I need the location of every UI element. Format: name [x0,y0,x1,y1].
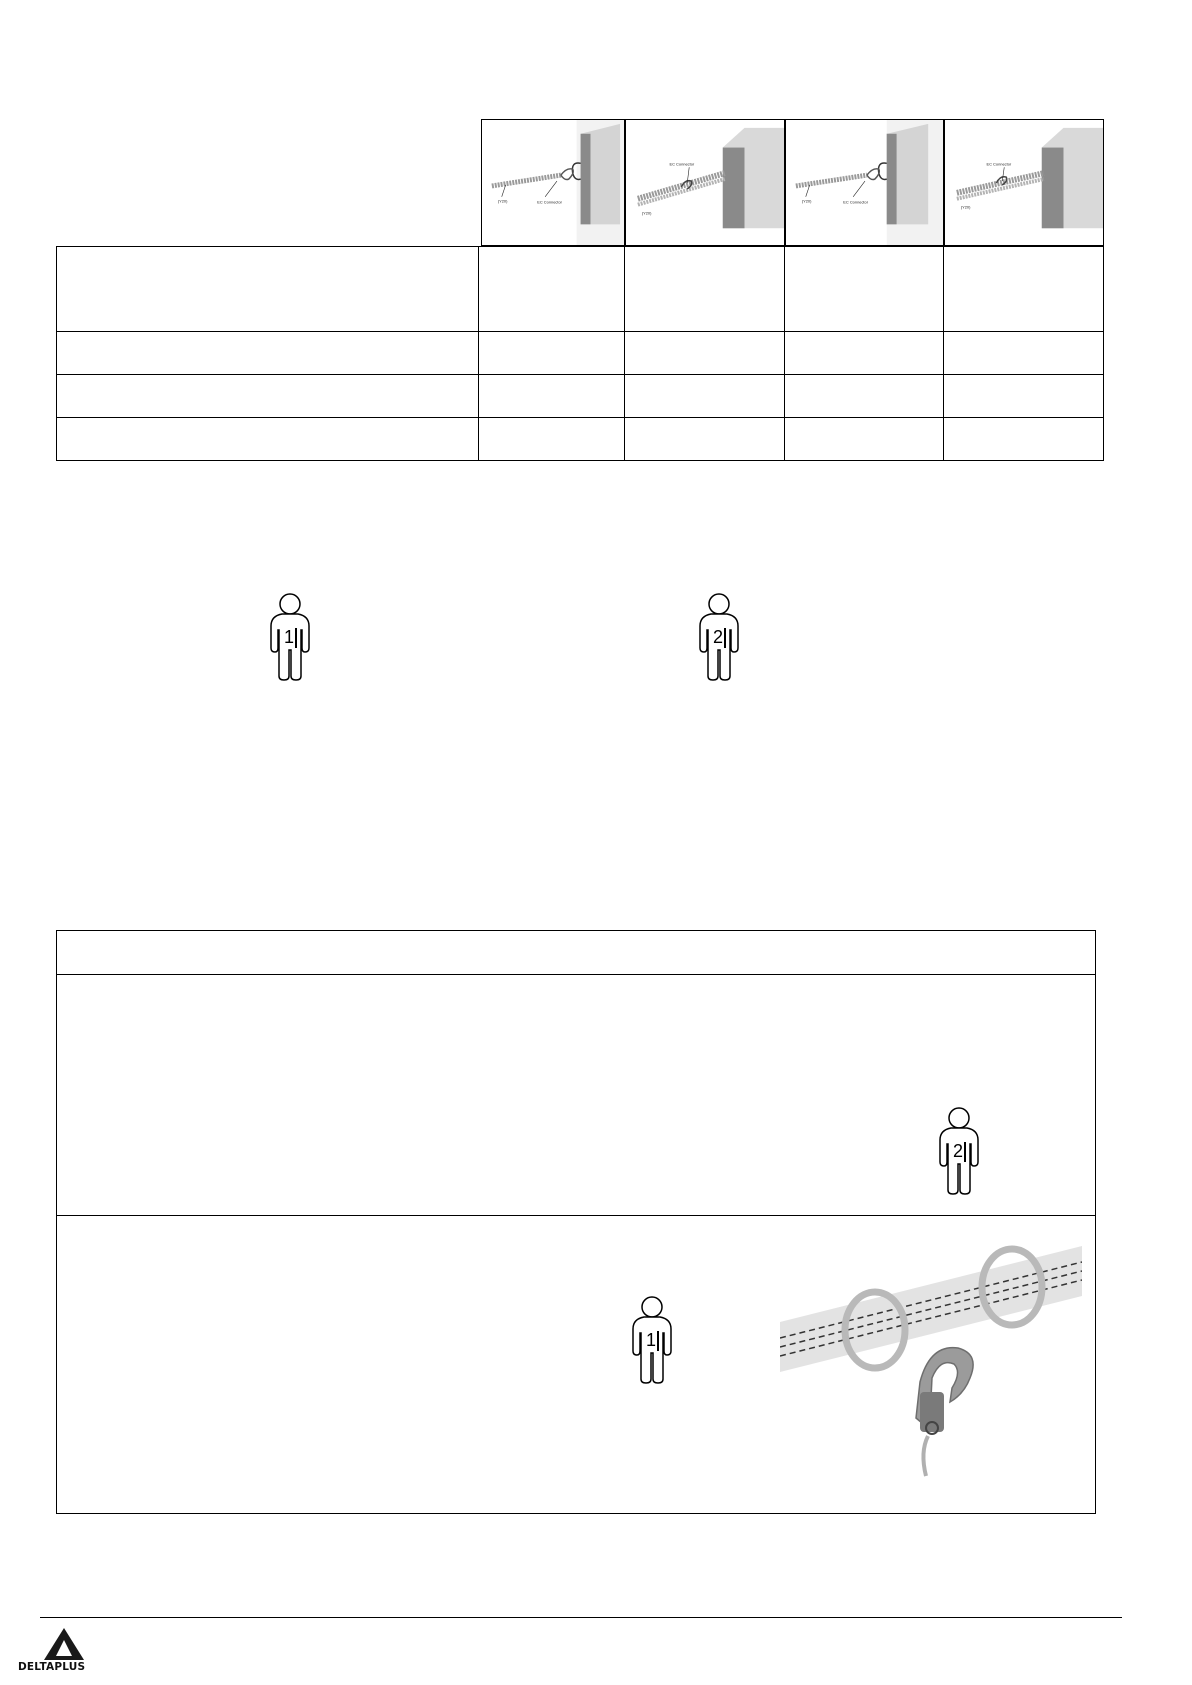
person-number: 2 [713,627,724,647]
table-cell [944,247,1104,332]
specification-table [56,246,1104,461]
strap-hook-illustration [780,1232,1082,1480]
image-1-label-b: EC Connector [537,199,562,205]
table-row [57,332,1104,375]
table-cell [785,418,944,461]
person-icon-1-box [627,1295,677,1385]
table-row [57,418,1104,461]
table-cell [785,247,944,332]
person-icon-1 [265,592,315,682]
person-number: 1 [646,1330,657,1350]
table-cell [625,418,785,461]
table-cell [478,332,625,375]
image-4-label-a: EC Connector [986,161,1012,167]
logo-text: DELTAPLUS [18,1661,86,1672]
image-1-label-a: (Y20) [497,198,508,204]
table-cell [625,375,785,418]
lanyard-wall-image-2 [625,119,785,246]
footer-rule [40,1617,1122,1618]
person-number: 2 [953,1141,964,1161]
lanyard-wall-image-4 [944,119,1104,246]
table-cell [625,247,785,332]
table-cell [478,375,625,418]
image-3-label-b: EC Connector [843,199,869,205]
deltaplus-logo [18,1626,112,1672]
table-cell [57,375,479,418]
image-3-label-a: (Y20) [801,198,812,204]
table-cell [944,375,1104,418]
table-cell [57,332,479,375]
box-header-row [56,930,1096,975]
person-icon-2-box [934,1106,984,1196]
person-icon-2 [694,592,744,682]
table-cell [625,332,785,375]
lanyard-wall-image-1 [481,119,625,246]
table-row [57,247,1104,332]
table-cell [785,332,944,375]
table-cell [478,247,625,332]
table-cell [785,375,944,418]
image-2-label-b: (Y20) [641,210,652,216]
image-2-label-a: EC Connector [669,161,695,167]
image-4-label-b: (Y20) [960,204,971,210]
person-number: 1 [284,627,295,647]
table-cell [944,418,1104,461]
table-cell [57,418,479,461]
table-cell [478,418,625,461]
table-row [57,375,1104,418]
table-cell [57,247,479,332]
table-cell [944,332,1104,375]
lanyard-wall-image-3 [785,119,944,246]
